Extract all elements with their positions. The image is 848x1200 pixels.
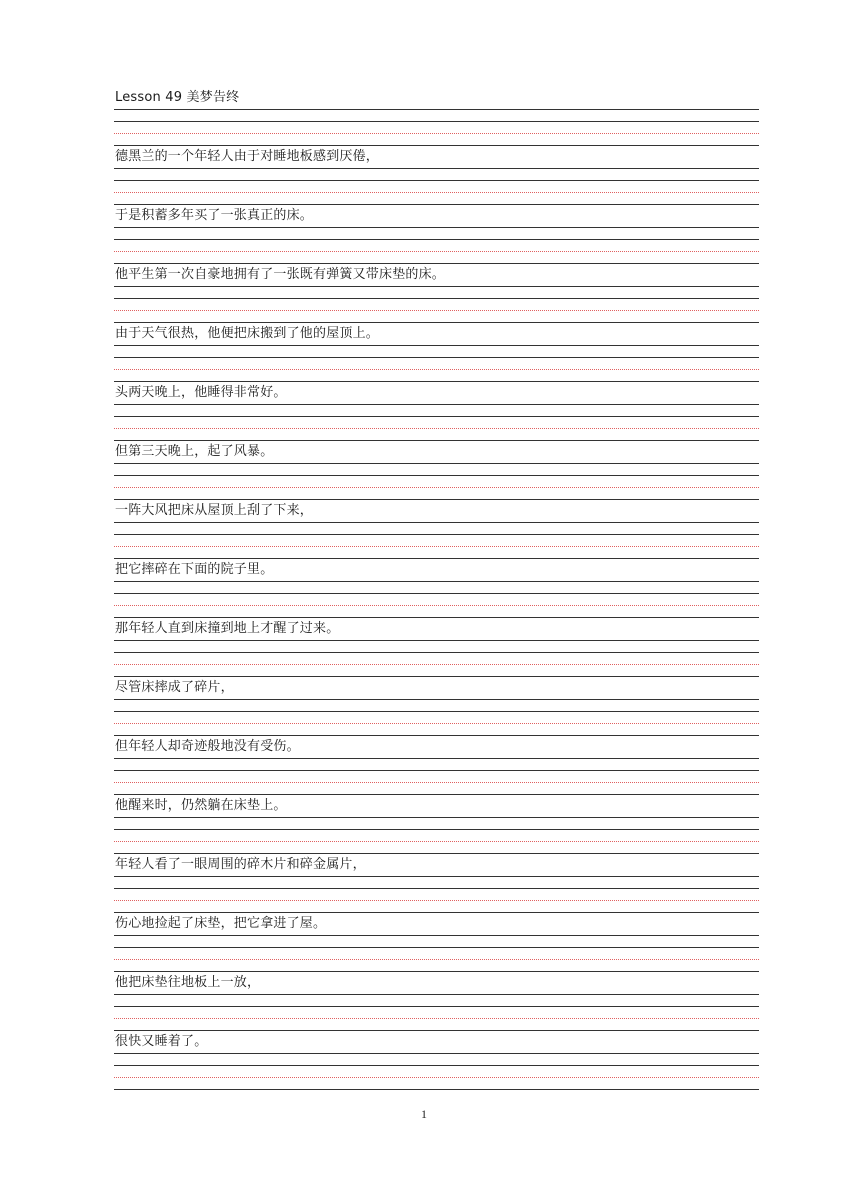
solid-rule: [114, 640, 759, 641]
solid-rule: [114, 1006, 759, 1007]
solid-rule: [114, 676, 759, 677]
solid-rule: [114, 168, 759, 169]
solid-rule: [114, 109, 759, 110]
solid-rule: [114, 876, 759, 877]
solid-rule: [114, 404, 759, 405]
solid-rule: [114, 617, 759, 618]
practice-line: [114, 796, 759, 855]
dotted-rule: [114, 959, 759, 960]
solid-rule: [114, 652, 759, 653]
solid-rule: [114, 947, 759, 948]
solid-rule: [114, 711, 759, 712]
solid-rule: [114, 204, 759, 205]
dotted-rule: [114, 369, 759, 370]
solid-rule: [114, 912, 759, 913]
solid-rule: [114, 770, 759, 771]
solid-rule: [114, 440, 759, 441]
sentence-text: 他平生第一次自豪地拥有了一张既有弹簧又带床垫的床。: [115, 267, 446, 282]
practice-line: [114, 324, 759, 383]
sentence-text: 那年轻人直到床撞到地上才醒了过来。: [115, 621, 340, 636]
solid-rule: [114, 239, 759, 240]
dotted-rule: [114, 841, 759, 842]
solid-rule: [114, 534, 759, 535]
sentence-text: 他醒来时，仍然躺在床垫上。: [115, 798, 287, 813]
practice-line: [114, 973, 759, 1032]
dotted-rule: [114, 133, 759, 134]
solid-rule: [114, 1030, 759, 1031]
dotted-rule: [114, 782, 759, 783]
solid-rule: [114, 522, 759, 523]
solid-rule: [114, 593, 759, 594]
dotted-rule: [114, 251, 759, 252]
dotted-rule: [114, 428, 759, 429]
solid-rule: [114, 1089, 759, 1090]
lesson-title: Lesson 49 美梦告终: [115, 90, 240, 105]
solid-rule: [114, 1065, 759, 1066]
practice-line: [114, 383, 759, 442]
dotted-rule: [114, 546, 759, 547]
dotted-rule: [114, 605, 759, 606]
dotted-rule: [114, 192, 759, 193]
sentence-text: 伤心地捡起了床垫，把它拿进了屋。: [115, 916, 327, 931]
solid-rule: [114, 735, 759, 736]
solid-rule: [114, 935, 759, 936]
dotted-rule: [114, 1077, 759, 1078]
solid-rule: [114, 475, 759, 476]
title-block: [114, 88, 759, 147]
solid-rule: [114, 817, 759, 818]
solid-rule: [114, 758, 759, 759]
practice-line: [114, 206, 759, 265]
solid-rule: [114, 829, 759, 830]
solid-rule: [114, 381, 759, 382]
solid-rule: [114, 971, 759, 972]
solid-rule: [114, 794, 759, 795]
dotted-rule: [114, 1018, 759, 1019]
sentence-text: 但第三天晚上，起了风暴。: [115, 444, 274, 459]
solid-rule: [114, 463, 759, 464]
sentence-text: 年轻人看了一眼周围的碎木片和碎金属片，: [115, 857, 366, 872]
page-number: 1: [421, 1107, 427, 1121]
solid-rule: [114, 558, 759, 559]
dotted-rule: [114, 900, 759, 901]
practice-line: [114, 1032, 759, 1091]
practice-line: [114, 855, 759, 914]
practice-line: [114, 265, 759, 324]
sentence-text: 把它摔碎在下面的院子里。: [115, 562, 274, 577]
practice-line: [114, 560, 759, 619]
sentence-text: 但年轻人却奇迹般地没有受伤。: [115, 739, 300, 754]
practice-line: [114, 619, 759, 678]
dotted-rule: [114, 310, 759, 311]
sentence-text: 尽管床摔成了碎片，: [115, 680, 234, 695]
solid-rule: [114, 263, 759, 264]
solid-rule: [114, 227, 759, 228]
practice-line: [114, 442, 759, 501]
practice-line: [114, 914, 759, 973]
practice-line: [114, 501, 759, 560]
solid-rule: [114, 416, 759, 417]
sentence-text: 于是积蓄多年买了一张真正的床。: [115, 208, 314, 223]
sentence-text: 很快又睡着了。: [115, 1034, 208, 1049]
solid-rule: [114, 853, 759, 854]
dotted-rule: [114, 487, 759, 488]
solid-rule: [114, 322, 759, 323]
dotted-rule: [114, 664, 759, 665]
sentence-text: 他把床垫往地板上一放，: [115, 975, 261, 990]
solid-rule: [114, 994, 759, 995]
solid-rule: [114, 121, 759, 122]
solid-rule: [114, 286, 759, 287]
sentence-text: 一阵大风把床从屋顶上刮了下来，: [115, 503, 314, 518]
sentence-text: 德黑兰的一个年轻人由于对睡地板感到厌倦，: [115, 149, 380, 164]
solid-rule: [114, 145, 759, 146]
solid-rule: [114, 888, 759, 889]
solid-rule: [114, 180, 759, 181]
solid-rule: [114, 1053, 759, 1054]
solid-rule: [114, 499, 759, 500]
practice-line: [114, 737, 759, 796]
sentence-text: 头两天晚上，他睡得非常好。: [115, 385, 287, 400]
sentence-text: 由于天气很热，他便把床搬到了他的屋顶上。: [115, 326, 380, 341]
solid-rule: [114, 357, 759, 358]
solid-rule: [114, 345, 759, 346]
solid-rule: [114, 581, 759, 582]
practice-line: [114, 147, 759, 206]
solid-rule: [114, 699, 759, 700]
solid-rule: [114, 298, 759, 299]
practice-line: [114, 678, 759, 737]
dotted-rule: [114, 723, 759, 724]
